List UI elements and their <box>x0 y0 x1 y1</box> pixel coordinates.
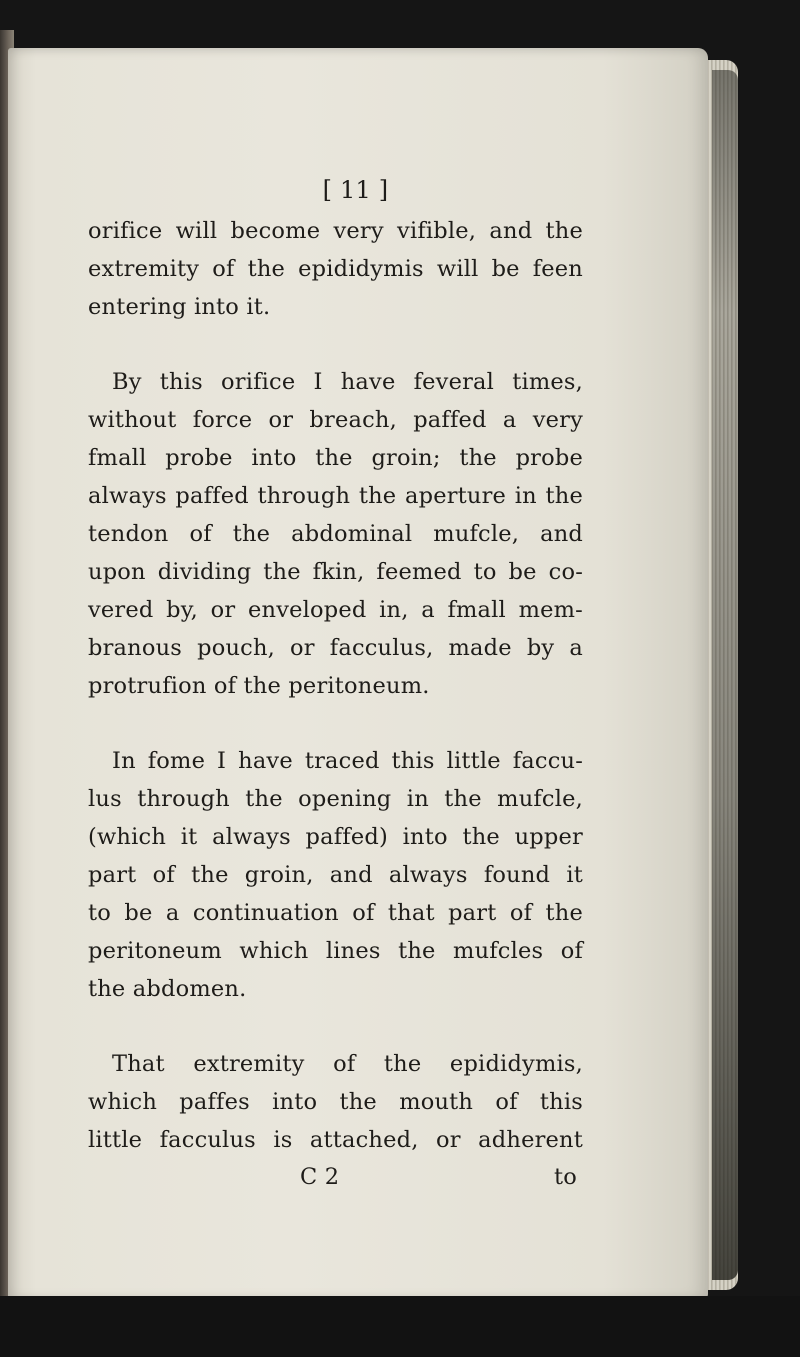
text-line: vered by, or enveloped in, a fmall mem- <box>88 597 583 623</box>
text-line: which paffes into the mouth of this <box>88 1089 583 1115</box>
paragraph-4 <box>88 1045 583 1159</box>
text-line: little facculus is attached, or adherent <box>88 1127 583 1153</box>
paragraph-1 <box>88 212 583 326</box>
catchword: to <box>554 1164 577 1190</box>
text-line: tendon of the abdominal mufcle, and <box>88 521 583 547</box>
text-line: without force or breach, paffed a very <box>88 407 583 433</box>
text-line: part of the groin, and always found it <box>88 862 583 888</box>
text-line: orifice will become very vifible, and the <box>88 218 583 244</box>
text-line: protrufion of the peritoneum. <box>88 673 430 699</box>
text-line: peritoneum which lines the mufcles of <box>88 938 583 964</box>
text-line: In fome I have traced this little faccu- <box>112 748 583 774</box>
text-line: the abdomen. <box>88 976 247 1002</box>
page-footer <box>88 1159 583 1195</box>
text-line: By this orifice I have feveral times, <box>112 369 583 395</box>
text-line: always paffed through the aperture in the <box>88 483 583 509</box>
paragraph-3 <box>88 742 583 1008</box>
text-line: upon dividing the fkin, feemed to be co- <box>88 559 583 585</box>
bottom-shadow <box>0 1296 800 1357</box>
page-number-header: [ 11 ] <box>322 176 389 204</box>
text-line: lus through the opening in the mufcle, <box>88 786 583 812</box>
text-line: branous pouch, or facculus, made by a <box>88 635 583 661</box>
page-edges-shadow <box>712 70 738 1280</box>
text-line: to be a continuation of that part of the <box>88 900 583 926</box>
page-text <box>88 168 583 1195</box>
text-line: fmall probe into the groin; the probe <box>88 445 583 471</box>
signature-mark: C 2 <box>300 1164 340 1190</box>
text-line: entering into it. <box>88 294 271 320</box>
text-line: (which it always paffed) into the upper <box>88 824 583 850</box>
text-line: extremity of the epididymis will be feen <box>88 256 583 282</box>
text-line: That extremity of the epididymis, <box>112 1051 583 1077</box>
paragraph-2 <box>88 363 583 705</box>
